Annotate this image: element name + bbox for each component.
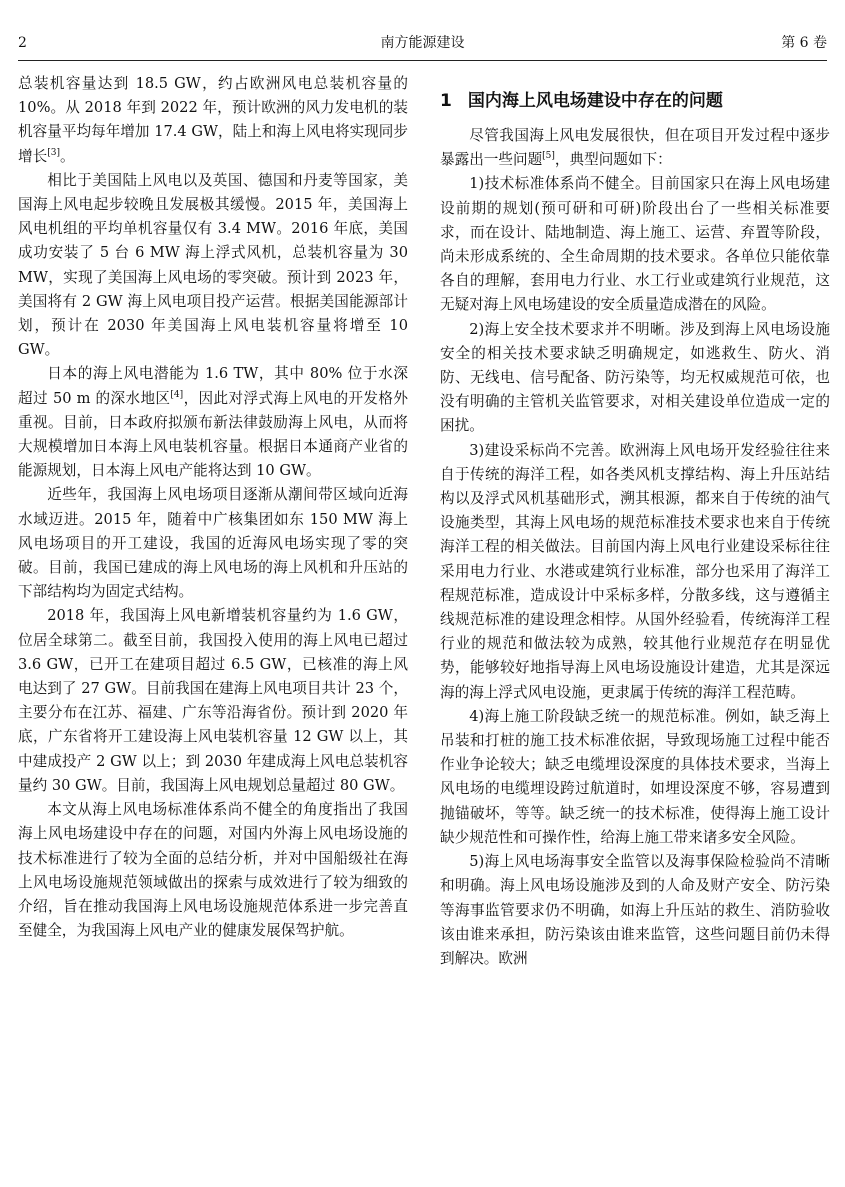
paragraph: 3)建设采标尚不完善。欧洲海上风电场开发经验往往来自于传统的海洋工程，如各类风机支撑结构、海上升压站结构以及浮式风机基础形式，溯其根源，都来自于传统的油气设施类型，其海上风电场的规范标准技术要求也来自于传统海洋工程的相关做法。目前国内海上风电行业建设采标往往采用电力行业、水港或建筑行业标准，部分也采用了海洋工程规范标准，造成设计中采标多样，分散多线，这与遵循主线规范标准的建设理念相悖。从国外经验看，传统海洋工程行业的规范和做法较为成熟，较其他行业规范存在明显优势，能够较好地指导海上风电场设施设计建造，尤其是深远海的海上浮式风电设施，更隶属于传统的海洋工程范畴。 <box>440 441 830 701</box>
left-column <box>18 72 408 943</box>
paragraph-text: 。 <box>59 147 75 165</box>
paragraph-text: ，典型问题如下： <box>554 151 672 169</box>
paragraph: 近些年，我国海上风电场项目逐渐从潮间带区域向近海水域迈进。2015 年，随着中广核集团如东 150 MW 海上风电场项目的开工建设，我国的近海风电场实现了零的突破。目前，我国已建成的海上风电场的海上风机和升压站的下部结构均为固定式结构。 <box>18 486 408 601</box>
paragraph-text: 日本的海上风电潜能为 1.6 TW，其中 80% 位于水深超过 50 m 的深水地区 <box>18 365 408 407</box>
paragraph <box>440 124 830 172</box>
header-rule <box>18 60 827 61</box>
paragraph-text: 总装机容量达到 18.5 GW，约占欧洲风电总装机容量的 10%。从 2018 年到 2022 年，预计欧洲的风力发电机的装机容量平均每年增加 17.4 GW，陆上和海上风电将实现同步增长 <box>18 75 408 165</box>
volume-label: 第 6 卷 <box>781 35 827 51</box>
paragraph: 4)海上施工阶段缺乏统一的规范标准。例如，缺乏海上吊装和打桩的施工技术标准依据，导致现场施工过程中能否作业争论较大；缺乏电缆埋设深度的具体技术要求，当海上风电场的电缆埋设跨过航道时，如埋设深度不够，容易遭到抛锚破坏，等等。缺乏统一的技术标准，使得海上施工设计缺少规范性和可操作性，给海上施工带来诸多安全风险。 <box>440 707 830 846</box>
paragraph: 本文从海上风电场标准体系尚不健全的角度指出了我国海上风电场建设中存在的问题，对国内外海上风电场设施的技术标准进行了较为全面的总结分析，并对中国船级社在海上风电场设施规范领域做出的探索与成效进行了较为细致的介绍，旨在推动我国海上风电场设施规范体系进一步完善直至健全，为我国海上风电产业的健康发展保驾护航。 <box>18 801 408 940</box>
paragraph-text: ，因此对浮式海上风电的开发格外重视。目前，日本政府拟颁布新法律鼓励海上风电，从而将大规模增加日本海上风电装机容量。根据日本通商产业省的能源规划，日本海上风电产能将达到 10 GW。 <box>18 389 408 480</box>
paragraph <box>18 362 408 483</box>
section-title: 国内海上风电场建设中存在的问题 <box>467 91 723 111</box>
journal-title: 南方能源建设 <box>380 35 465 51</box>
paragraph: 5)海上风电场海事安全监管以及海事保险检验尚不清晰和明确。海上风电场设施涉及到的人命及财产安全、防污染等海事监管要求仍不明确，如海上升压站的救生、消防验收该由谁来承担，防污染该由谁来监管，这些问题目前仍未得到解决。欧洲 <box>440 853 830 967</box>
section-number: 1 <box>440 91 452 111</box>
paragraph: 相比于美国陆上风电以及英国、德国和丹麦等国家，美国海上风电起步较晚且发展极其缓慢。2015 年，美国海上风电机组的平均单机容量仅有 3.4 MW。2016 年底，美国成功安装了 5 台 6 MW 海上浮式风机，总装机容量为 30 MW，实现了美国海上风电场的零突破。预计到 2023 年，美国将有 2 GW 海上风电项目投产运营。根据美国能源部计划，预计在 2030 年美国海上风电装机容量将增至 10 GW。 <box>18 171 408 359</box>
section-heading <box>440 88 830 114</box>
citation: [4] <box>170 389 184 400</box>
right-column <box>440 88 830 971</box>
citation: [3] <box>47 147 60 158</box>
citation: [5] <box>542 151 555 162</box>
paragraph: 1)技术标准体系尚不健全。目前国家只在海上风电场建设前期的规划(预可研和可研)阶段出台了一些相关标准要求，而在设计、陆地制造、海上施工、运营、弃置等阶段，尚未形成系统的、全生命周期的技术要求。各单位只能依靠各自的理解，套用电力行业、水工行业或建筑行业规范，这无疑对海上风电场建设的安全质量造成潜在的风险。 <box>440 175 830 314</box>
paragraph: 2)海上安全技术要求并不明晰。涉及到海上风电场设施安全的相关技术要求缺乏明确规定，如逃救生、防火、消防、无线电、信号配备、防污染等，均无权威规范可依，也没有明确的主管机关监管要求，对相关建设单位造成一定的困扰。 <box>440 320 830 435</box>
running-header <box>18 30 827 56</box>
paragraph <box>18 72 408 169</box>
paragraph: 2018 年，我国海上风电新增装机容量约为 1.6 GW，位居全球第二。截至目前，我国投入使用的海上风电已超过 3.6 GW，已开工在建项目超过 6.5 GW，已核准的海上风电达到了 27 GW。目前我国在建海上风电项目共计 23 个，主要分布在江苏、福建、广东等沿海省份。预计到 2020 年底，广东省将开工建设海上风电装机容量 12 GW 以上，其中建成投产 2 GW 以上；到 2030 年建成海上风电总装机容量约 30 GW。目前，我国海上风电规划总量超过 80 GW。 <box>18 607 408 794</box>
page-number: 2 <box>18 35 27 51</box>
paragraph-text: 尽管我国海上风电发展很快，但在项目开发过程中逐步暴露出一些问题 <box>440 127 830 169</box>
